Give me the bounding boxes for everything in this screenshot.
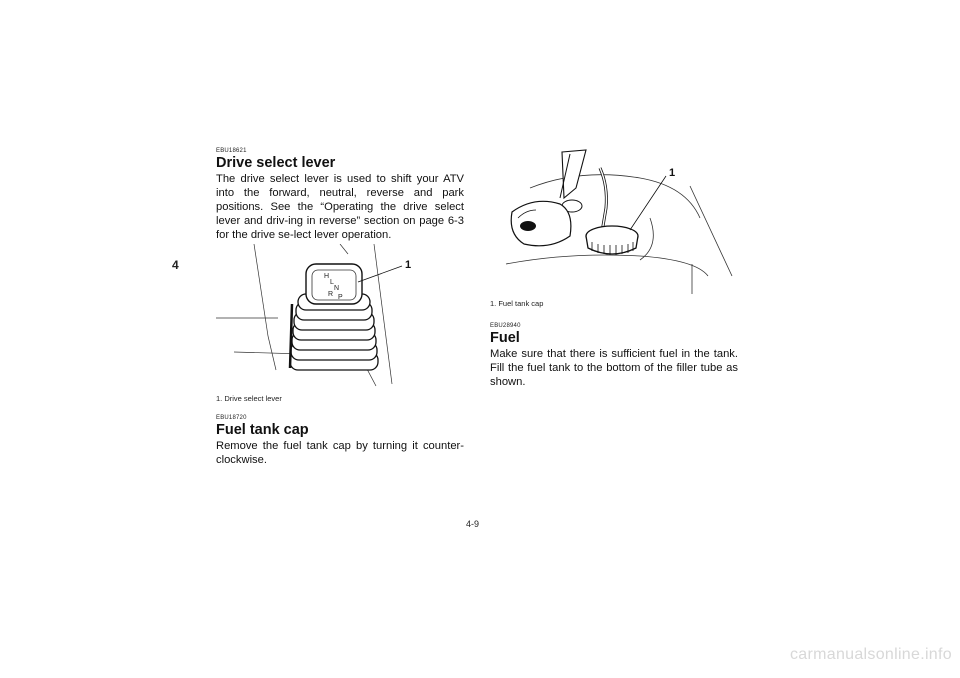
section-heading: Fuel [490,330,520,346]
fuel-tank-cap-figure [490,148,740,294]
gate-letter: P [338,294,343,301]
section-code: EBU28940 [490,323,521,329]
page-number: 4-9 [466,519,480,529]
section-code: EBU18720 [216,415,247,421]
watermark: carmanualsonline.info [790,646,952,663]
callout-number: 1 [669,167,676,179]
section-body: Remove the fuel tank cap by turning it counter-clockwise. [216,440,464,466]
fuel-tank-cap-illustration [490,148,740,294]
section-heading: Drive select lever [216,155,336,171]
figure-caption: 1. Drive select lever [216,394,282,403]
section-drive-select-lever [216,148,464,242]
chapter-tab: 4 [172,258,179,272]
drive-select-lever-illustration [216,244,464,388]
callout-number: 1 [405,259,412,271]
section-body: The drive select lever is used to shift your ATV into the forward, neutral, reverse and park positions. See the “Operating the drive select lever and driv-ing in reverse” section on page 6-3 for the drive se-lect lever operation. [216,173,464,241]
section-fuel [490,323,738,389]
figure-caption: 1. Fuel tank cap [490,299,544,308]
drive-select-lever-figure [216,244,464,388]
section-fuel-tank-cap [216,415,464,467]
gate-letter: R [328,291,334,298]
gate-letter: H [324,273,330,280]
section-code: EBU18621 [216,148,247,154]
section-body: Make sure that there is sufficient fuel in the tank. Fill the fuel tank to the bottom of the filler tube as shown. [490,348,738,388]
gate-letter: N [334,285,340,292]
gate-letter: L [330,279,334,286]
section-heading: Fuel tank cap [216,422,309,438]
